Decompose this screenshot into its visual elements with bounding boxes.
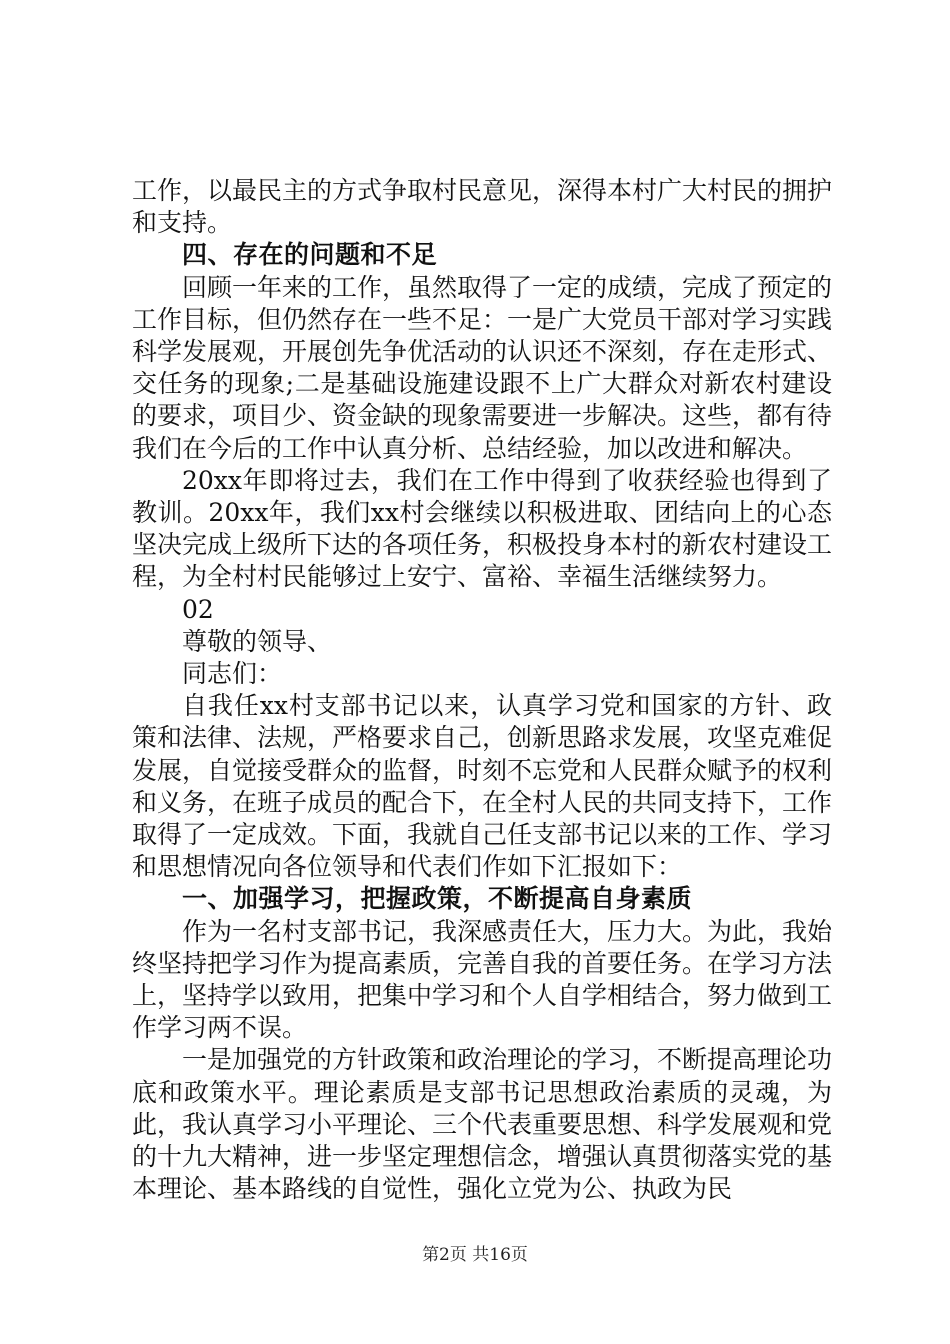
paragraph-outlook: 20xx年即将过去，我们在工作中得到了收获经验也得到了教训。20xx年，我们xx村会继续以积极进取、团结向上的心态坚决完成上级所下达的各项任务，积极投身本村的新农村建设工程，为全村村民能够过上安宁、富裕、幸福生活继续努力。 — [132, 465, 833, 592]
page-number-footer: 第2页 共16页 — [422, 1245, 528, 1265]
section-number: 02 — [182, 594, 214, 624]
document-body — [132, 175, 832, 1206]
paragraph-introduction: 自我任xx村支部书记以来，认真学习党和国家的方针、政策和法律、法规，严格要求自己，创新思路求发展，攻坚克难促发展，自觉接受群众的监督，时刻不忘党和人民群众赋予的权利和义务，在班子成员的配合下，在全村人民的共同支持下，工作取得了一定成效。下面，我就自己任支部书记以来的工作、学习和思想情况向各位领导和代表们作如下汇报如下： — [132, 691, 833, 882]
salutation-comrades: 同志们： — [182, 659, 283, 689]
paragraph-review: 回顾一年来的工作，虽然取得了一定的成绩，完成了预定的工作目标，但仍然存在一些不足：一是广大党员干部对学习实践科学发展观，开展创先争优活动的认识还不深刻，存在走形式、交任务的现象;二是基础设施建设跟不上广大群众对新农村建设的要求，项目少、资金缺的现象需要进一步解决。这些，都有待我们在今后的工作中认真分析、总结经验，加以改进和解决。 — [132, 272, 833, 463]
paragraph-study-theory: 一是加强党的方针政策和政治理论的学习，不断提高理论功底和政策水平。理论素质是支部书记思想政治素质的灵魂，为此，我认真学习小平理论、三个代表重要思想、科学发展观和党的十九大精神，进一步坚定理想信念，增强认真贯彻落实党的基本理论、基本路线的自觉性，强化立党为公、执政为民 — [132, 1045, 833, 1204]
section-heading-problems: 四、存在的问题和不足 — [182, 240, 438, 270]
paragraph-study-overview: 作为一名村支部书记，我深感责任大，压力大。为此，我始终坚持把学习作为提高素质，完善自我的首要任务。在学习方法上，坚持学以致用，把集中学习和个人自学相结合，努力做到工作学习两不误。 — [132, 916, 833, 1043]
section-heading-study: 一、加强学习，把握政策，不断提高自身素质 — [182, 884, 693, 914]
salutation-leaders: 尊敬的领导、 — [182, 626, 333, 656]
paragraph-continuation: 工作，以最民主的方式争取村民意见，深得本村广大村民的拥护和支持。 — [132, 176, 833, 238]
